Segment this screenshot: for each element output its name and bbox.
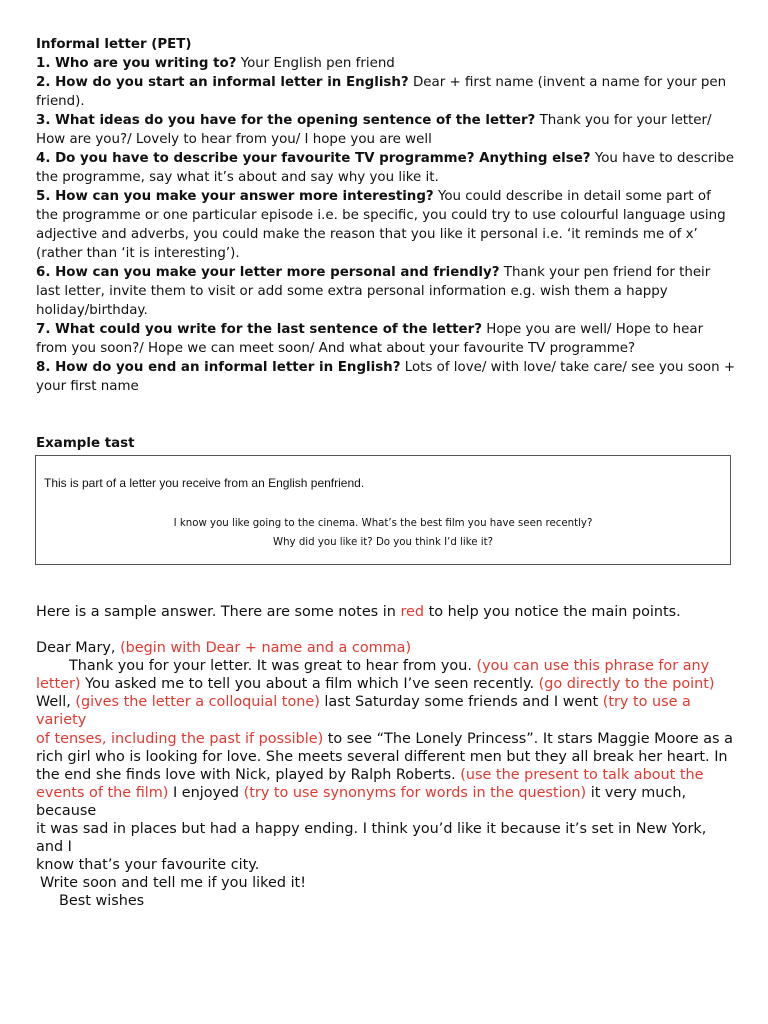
question-item-6 <box>36 263 736 320</box>
answer-text: Hope you are well/ Hope to hear from you soon?/ Hope we can meet soon/ And what about your favourite TV programme? <box>36 322 704 356</box>
task-intro-text: This is part of a letter you receive from an English penfriend. <box>44 476 365 490</box>
question-list <box>36 35 736 396</box>
letter-line: events of the film) I enjoyed (try to use synonyms for words in the question) it very much, because <box>36 784 687 819</box>
letter-signoff: Best wishes <box>59 893 145 910</box>
sample-intro: Here is a sample answer. There are some notes in red to help you notice the main points. <box>36 604 681 620</box>
question-item-7 <box>36 320 736 358</box>
teacher-note: (use the present to talk about the <box>460 766 704 783</box>
teacher-note: events of the film) <box>36 784 169 801</box>
letter-line: Well, (gives the letter a colloquial tone) last Saturday some friends and I went (try to use a variety <box>36 694 691 729</box>
example-task-box <box>35 455 731 565</box>
teacher-note: (gives the letter a colloquial tone) <box>75 694 320 711</box>
quote-line: Why did you like it? Do you think I’d like it? <box>273 537 493 548</box>
letter-line: know that’s your favourite city. <box>36 857 260 874</box>
question-item-4 <box>36 149 736 187</box>
question-item-8 <box>36 358 736 396</box>
example-section-title: Example tast <box>36 436 135 451</box>
question-item-5 <box>36 187 736 263</box>
question-item-2 <box>36 73 736 111</box>
teacher-note: (go directly to the point) <box>538 676 715 693</box>
answer-text: Your English pen friend <box>236 56 395 71</box>
answer-text: Thank you for your letter/ How are you?/ Lovely to hear from you/ I hope you are well <box>36 113 712 147</box>
question-text: 2. How do you start an informal letter in English? <box>36 75 409 90</box>
question-text: 4. Do you have to describe your favourite TV programme? Anything else? <box>36 151 591 166</box>
question-text: 1. Who are you writing to? <box>36 56 237 71</box>
answer-text: Thank your pen friend for their last letter, invite them to visit or add some extra personal information e.g. wish them a happy holiday/birthday. <box>36 265 711 318</box>
penfriend-quote <box>36 514 730 552</box>
letter-greeting: Dear Mary, (begin with Dear + name and a comma) <box>36 640 412 657</box>
answer-text: You could describe in detail some part of the programme or one particular episode i.e. be specific, you could try to use colourful language using adjective and adverbs, you could make the reason that you like it personal i.e. ‘it reminds me of x’ (rather than ‘it is interesting’). <box>36 189 726 261</box>
letter-line: of tenses, including the past if possible) to see “The Lonely Princess”. It stars Maggie Moore as a <box>36 730 733 747</box>
page-title: Informal letter (PET) <box>36 37 192 52</box>
teacher-note: (try to use a variety <box>36 694 691 729</box>
question-text: 6. How can you make your letter more personal and friendly? <box>36 265 500 280</box>
red-highlight: red <box>400 604 425 620</box>
answer-text: Dear + first name (invent a name for your pen friend). <box>36 75 727 109</box>
letter-line: rich girl who is looking for love. She meets several different men but they all break her heart. In <box>36 748 728 765</box>
answer-text: Lots of love/ with love/ take care/ see you soon + your first name <box>36 360 736 394</box>
question-item-1 <box>36 54 736 73</box>
teacher-note: (try to use synonyms for words in the question) <box>243 784 587 801</box>
question-text: 7. What could you write for the last sentence of the letter? <box>36 322 483 337</box>
question-text: 3. What ideas do you have for the opening sentence of the letter? <box>36 113 536 128</box>
teacher-note: (begin with Dear + name and a comma) <box>120 640 412 657</box>
quote-line: I know you like going to the cinema. What’s the best film you have seen recently? <box>173 518 593 529</box>
teacher-note: (you can use this phrase for any letter) <box>36 658 710 693</box>
sample-answer <box>36 603 736 911</box>
question-item-3 <box>36 111 736 149</box>
teacher-note: of tenses, including the past if possible) <box>36 730 324 747</box>
letter-line: the end she finds love with Nick, played by Ralph Roberts. (use the present to talk about the <box>36 766 704 783</box>
question-text: 5. How can you make your answer more interesting? <box>36 189 434 204</box>
question-text: 8. How do you end an informal letter in English? <box>36 360 401 375</box>
letter-closing: Write soon and tell me if you liked it! <box>40 875 306 892</box>
letter-line: it was sad in places but had a happy ending. I think you’d like it because it’s set in New York, and I <box>36 821 707 856</box>
answer-text: You have to describe the programme, say what it’s about and say why you like it. <box>36 151 735 185</box>
letter-paragraph: Thank you for your letter. It was great to hear from you. (you can use this phrase for any letter) You asked me to tell you about a film which I’ve seen recently. (go directly to the point) <box>36 658 715 693</box>
